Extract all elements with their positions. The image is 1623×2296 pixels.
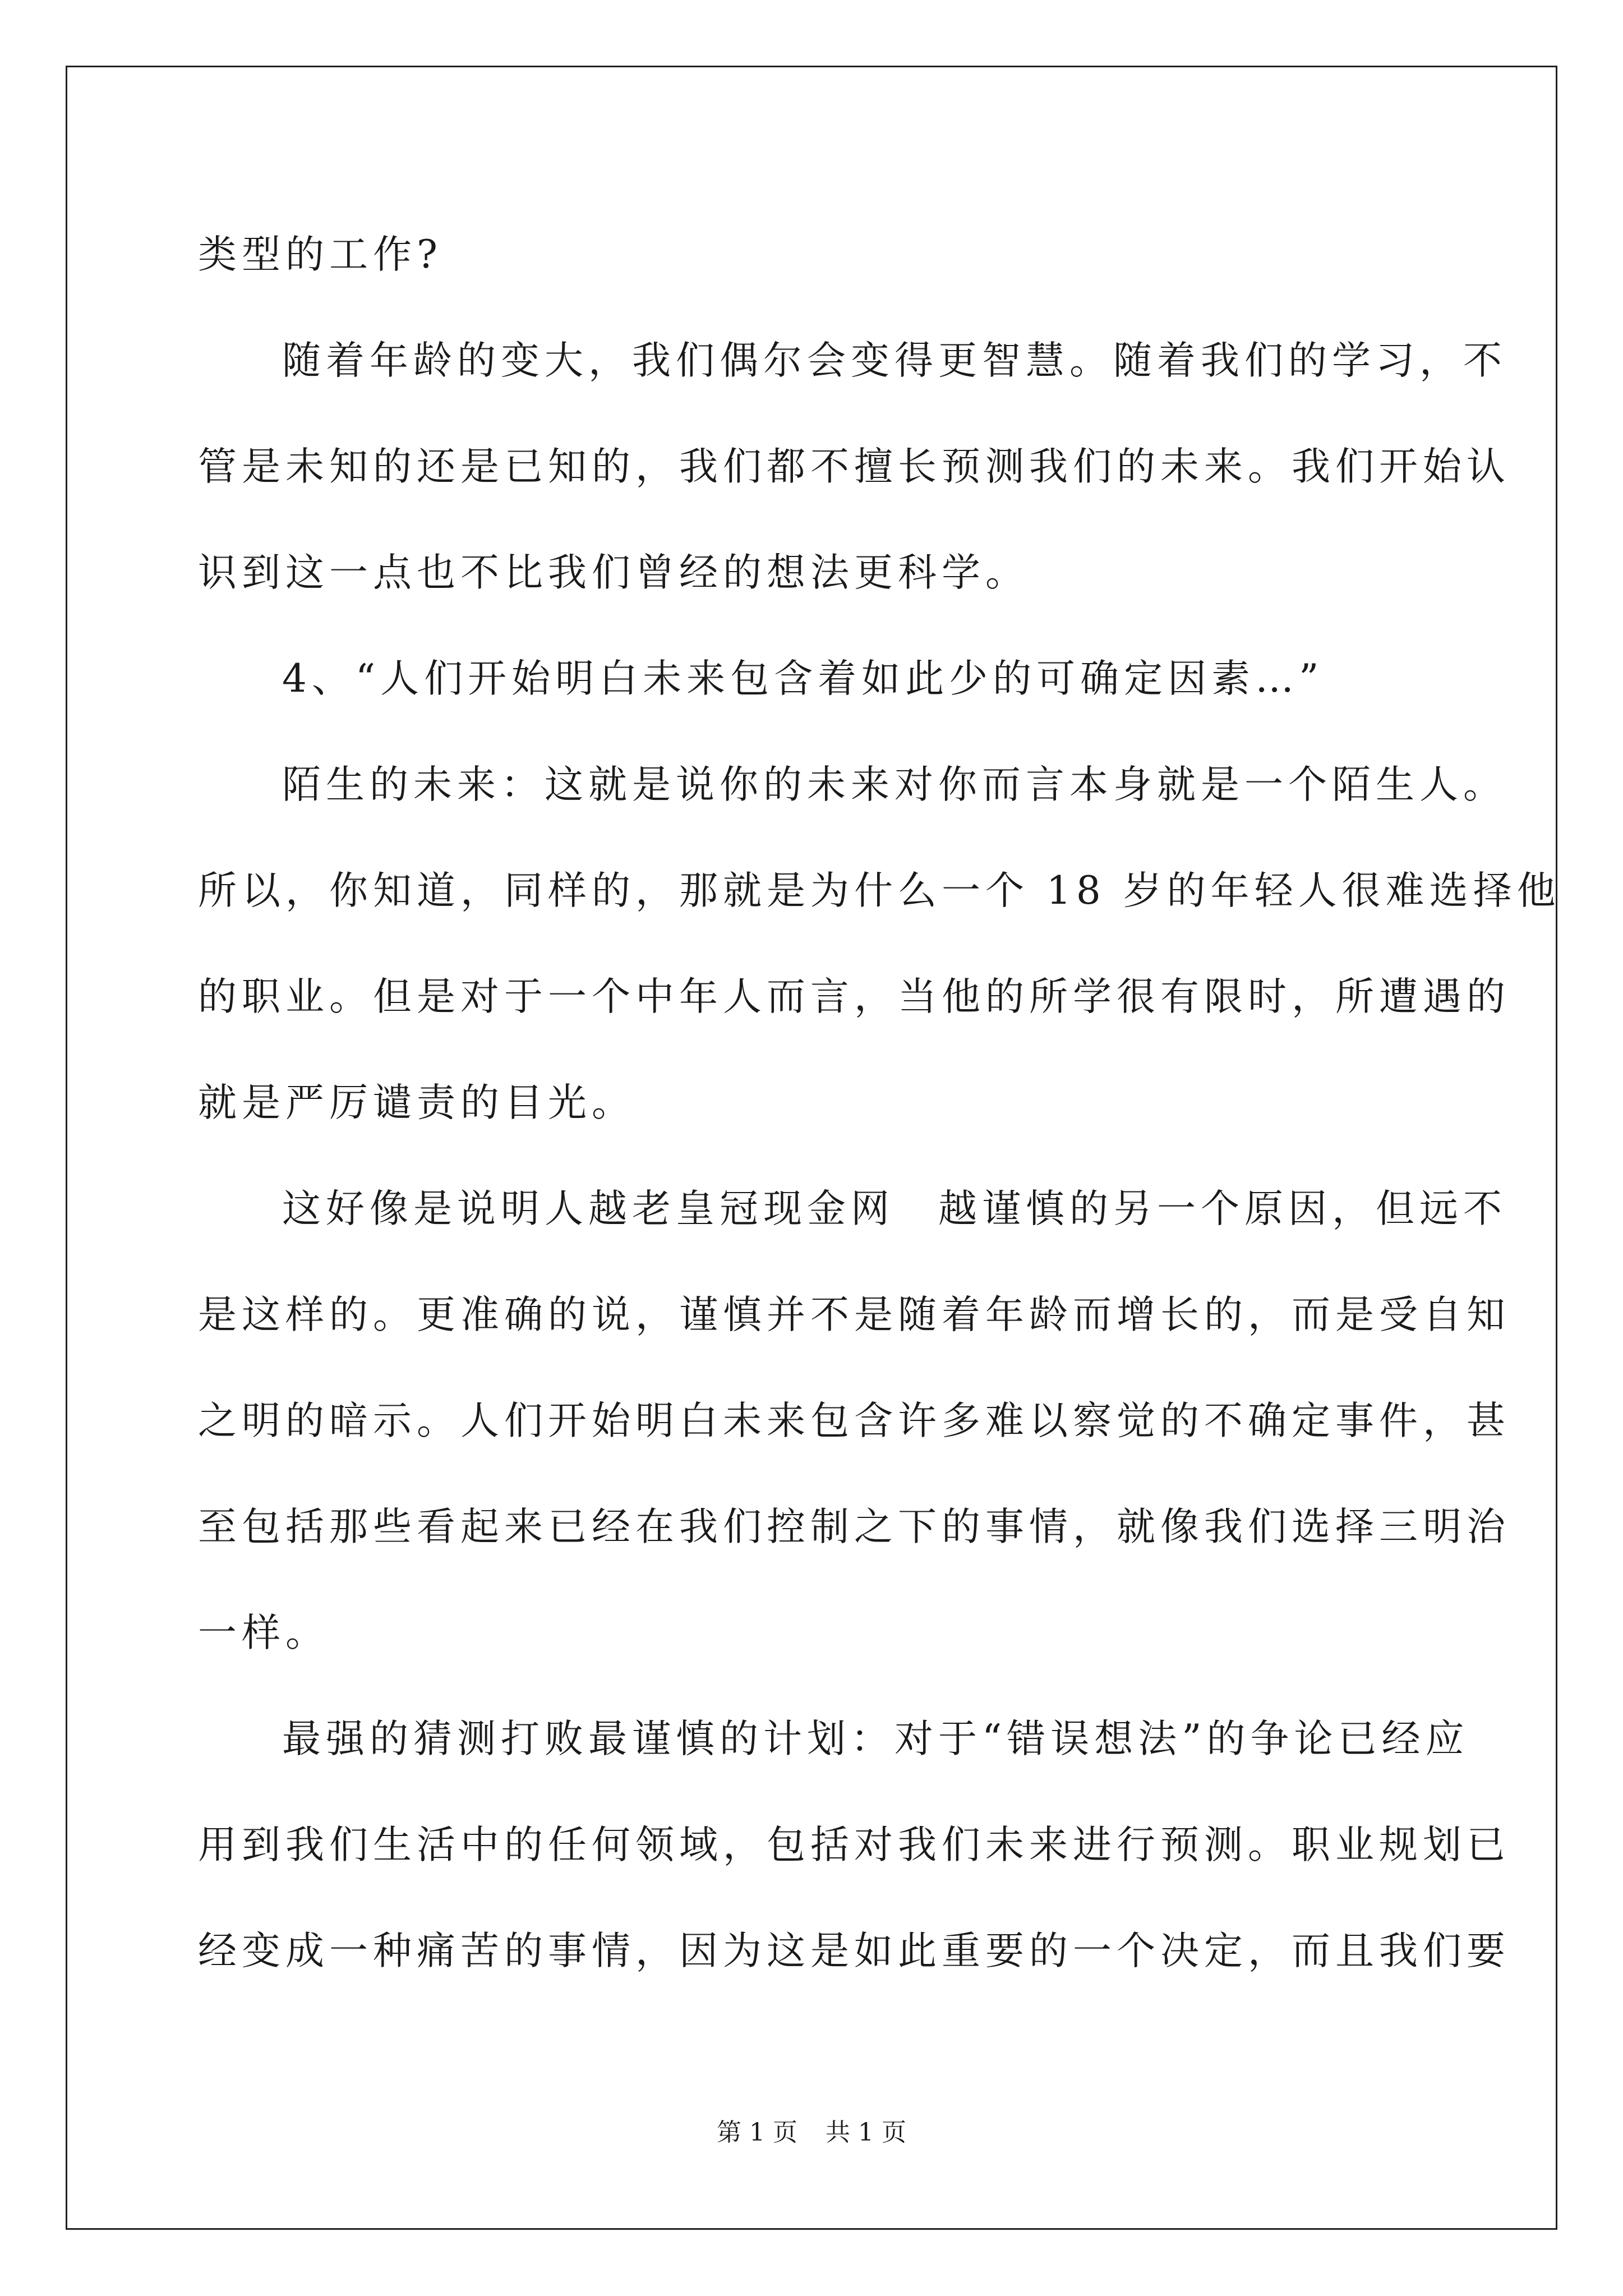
text-line-9: 就是严厉谴责的目光。 — [198, 1080, 635, 1125]
text-line-11: 是这样的。更准确的说，谨慎并不是随着年龄而增长的，而是受自知 — [198, 1292, 1510, 1337]
text-line-10: 这好像是说明人越老皇冠现金网 越谨慎的另一个原因，但远不 — [282, 1186, 1507, 1231]
text-line-17: 经变成一种痛苦的事情，因为这是如此重要的一个决定，而且我们要 — [198, 1929, 1510, 1973]
page-number: 第 1 页 — [717, 2118, 797, 2147]
text-line-5: 4、“人们开始明白未来包含着如此少的可确定因素…” — [282, 656, 1324, 701]
text-line-13: 至包括那些看起来已经在我们控制之下的事情，就像我们选择三明治 — [198, 1504, 1510, 1549]
page-total: 共 1 页 — [826, 2118, 906, 2147]
text-line-16: 用到我们生活中的任何领域，包括对我们未来进行预测。职业规划已 — [198, 1823, 1510, 1867]
text-line-1: 类型的工作? — [198, 232, 442, 277]
text-line-8: 的职业。但是对于一个中年人而言，当他的所学很有限时，所遭遇的 — [198, 974, 1510, 1019]
text-line-7: 所以，你知道，同样的，那就是为什么一个 18 岁的年轻人很难选择他 — [198, 868, 1561, 913]
text-line-15: 最强的猜测打败最谨慎的计划：对于“错误想法”的争论已经应 — [282, 1717, 1469, 1761]
text-line-12: 之明的暗示。人们开始明白未来包含许多难以察觉的不确定事件，甚 — [198, 1398, 1510, 1443]
text-line-4: 识到这一点也不比我们曾经的想法更科学。 — [198, 550, 1029, 595]
page-footer — [0, 2116, 1623, 2150]
text-line-6: 陌生的未来：这就是说你的未来对你而言本身就是一个陌生人。 — [282, 762, 1507, 807]
text-line-14: 一样。 — [198, 1611, 329, 1655]
text-line-3: 管是未知的还是已知的，我们都不擅长预测我们的未来。我们开始认 — [198, 444, 1510, 489]
document-body — [198, 202, 1561, 2004]
text-line-2: 随着年龄的变大，我们偶尔会变得更智慧。随着我们的学习，不 — [282, 338, 1507, 383]
